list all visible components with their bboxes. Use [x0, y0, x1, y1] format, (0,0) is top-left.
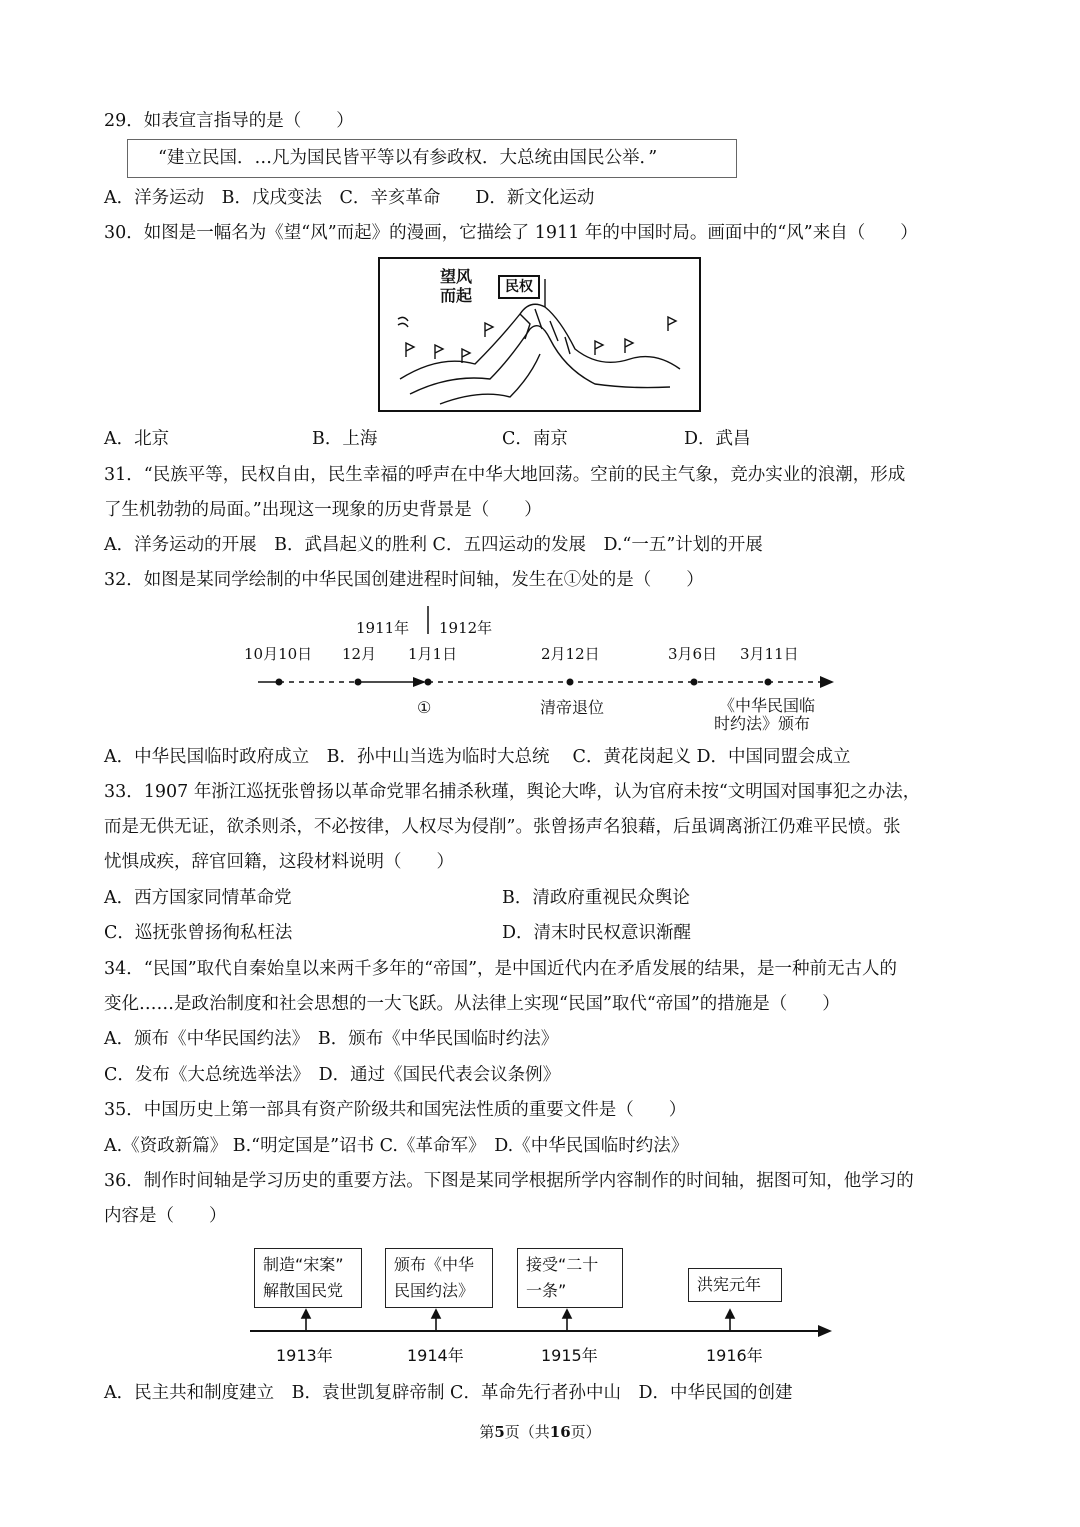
- q36-box-4-line1: 洪宪元年: [697, 1275, 762, 1294]
- year-1912: 1912年: [439, 619, 493, 637]
- q34-stem-line1: 34．“民国”取代自秦始皇以来两千多年的“帝国”，是中国近代内在矛盾发展的结果，是一种前无古人的: [104, 959, 898, 979]
- q30-option-d: D．武昌: [684, 429, 751, 449]
- q30-option-b: B．上海: [312, 429, 378, 449]
- q33-option-c: C．巡抚张曾扬徇私枉法: [104, 923, 293, 943]
- q33-stem-line2: 而是无供无证，欲杀则杀，不必按律，人权尽为侵削”。张曾扬声名狼藉，后虽调离浙江仍难平民愤。张: [104, 817, 901, 837]
- q34-stem-line2: 变化……是政治制度和社会思想的一大飞跃。从法律上实现“民国”取代“帝国”的措施是（ ）: [104, 994, 840, 1014]
- cartoon-sign: 民权: [498, 275, 540, 299]
- q36-box-3: [517, 1248, 623, 1308]
- q30-option-a: A．北京: [104, 429, 170, 449]
- q33-stem-line1: 33．1907 年浙江巡抚张曾扬以革命党罪名捕杀秋瑾，舆论大哗，认为官府未按“文明国对国事犯之办法，: [104, 782, 921, 802]
- q36-year: 1913年: [276, 1346, 333, 1365]
- q33-option-a: A．西方国家同情革命党: [104, 888, 292, 908]
- q30-stem: 30．如图是一幅名为《望“风”而起》的漫画，它描绘了 1911 年的中国时局。画面中的“风”来自（ ）: [104, 223, 918, 243]
- date-label: 2月12日: [541, 645, 600, 663]
- q36-box-2-line1: 颁布《中华: [394, 1255, 475, 1274]
- q36-tick-arrow: [726, 1310, 734, 1318]
- q35-stem: 35．中国历史上第一部具有资产阶级共和国宪法性质的重要文件是（ ）: [104, 1100, 687, 1120]
- footer-prefix: 第: [479, 1423, 495, 1441]
- q33-option-b: B．清政府重视民众舆论: [502, 888, 690, 908]
- q36-stem-line2: 内容是（ ）: [104, 1206, 227, 1226]
- q36-tick-arrow: [563, 1310, 571, 1318]
- q36-box-3-line2: 一条”: [526, 1281, 567, 1300]
- q33-stem-line3: 忧惧成疾，辞官回籍，这段材料说明（ ）: [104, 852, 454, 872]
- date-label: 12月: [342, 645, 377, 663]
- q31-options: A．洋务运动的开展 B．武昌起义的胜利 C．五四运动的发展 D.“一五”计划的开展: [104, 535, 763, 555]
- q32-options: A．中华民国临时政府成立 B．孙中山当选为临时大总统 C．黄花岗起义 D．中国同盟会成立: [104, 747, 851, 767]
- footer-suffix: 页）: [570, 1423, 601, 1441]
- page-footer: [0, 1421, 1080, 1442]
- footer-middle: 页（共: [504, 1423, 550, 1441]
- q31-stem-line1: 31．“民族平等，民权自由，民生幸福的呼声在中华大地回荡。空前的民主气象，竞办实业的浪潮，形成: [104, 465, 906, 485]
- q36-options: A．民主共和制度建立 B．袁世凯复辟帝制 C．革命先行者孙中山 D．中华民国的创建: [104, 1383, 793, 1403]
- footer-page-number: 5: [494, 1423, 505, 1441]
- q29-stem: 29．如表宣言指导的是（ ）: [104, 111, 354, 131]
- q36-year: 1915年: [541, 1346, 598, 1365]
- q36-box-1: [254, 1248, 362, 1308]
- date-label: 3月11日: [740, 645, 799, 663]
- event-label-1: ①: [417, 698, 432, 717]
- date-label: 3月6日: [668, 645, 718, 663]
- footer-total-pages: 16: [549, 1423, 571, 1441]
- q36-tick-arrow: [432, 1310, 440, 1318]
- year-1911: 1911年: [356, 619, 410, 637]
- q36-box-2-line2: 民国约法》: [394, 1281, 475, 1300]
- q34-options-line2: C．发布《大总统选举法》 D．通过《国民代表会议条例》: [104, 1065, 561, 1085]
- q32-stem: 32．如图是某同学绘制的中华民国创建进程时间轴，发生在①处的是（ ）: [104, 570, 704, 590]
- q35-options: A.《资政新篇》 B.“明定国是”诏书 C.《革命军》 D.《中华民国临时约法》: [104, 1136, 689, 1156]
- cartoon-title-line2: 而起: [440, 286, 473, 305]
- q29-quote: “建立民国．…凡为国民皆平等以有参政权．大总统由国民公举．”: [158, 148, 658, 168]
- q34-options-line1: A．颁布《中华民国约法》 B．颁布《中华民国临时约法》: [104, 1029, 559, 1049]
- q29-options: A．洋务运动 B．戊戌变法 C．辛亥革命 D．新文化运动: [104, 188, 595, 208]
- q36-box-2: [385, 1248, 493, 1308]
- q36-year: 1916年: [706, 1346, 763, 1365]
- q36-stem-line1: 36．制作时间轴是学习历史的重要方法。下图是某同学根据所学内容制作的时间轴，据图可知，他学习的: [104, 1171, 914, 1191]
- cartoon-title-line1: 望风: [440, 267, 473, 286]
- q36-axis-arrow: [818, 1325, 832, 1337]
- q33-option-d: D．清末时民权意识渐醒: [502, 923, 692, 943]
- q36-box-1-line1: 制造“宋案”: [263, 1255, 344, 1274]
- date-label: 1月1日: [408, 645, 458, 663]
- date-label: 10月10日: [244, 645, 313, 663]
- event-label-2: 清帝退位: [540, 698, 605, 717]
- q31-stem-line2: 了生机勃勃的局面。”出现这一现象的历史背景是（ ）: [104, 500, 542, 520]
- q36-box-3-line1: 接受“二十: [526, 1255, 599, 1274]
- q30-option-c: C．南京: [502, 429, 568, 449]
- q36-box-4: [688, 1268, 782, 1302]
- event-label-3b: 时约法》颁布: [714, 714, 811, 733]
- q36-year: 1914年: [407, 1346, 464, 1365]
- q36-box-1-line2: 解散国民党: [263, 1281, 344, 1300]
- event-label-3a: 《中华民国临: [719, 696, 816, 715]
- q36-tick-arrow: [302, 1310, 310, 1318]
